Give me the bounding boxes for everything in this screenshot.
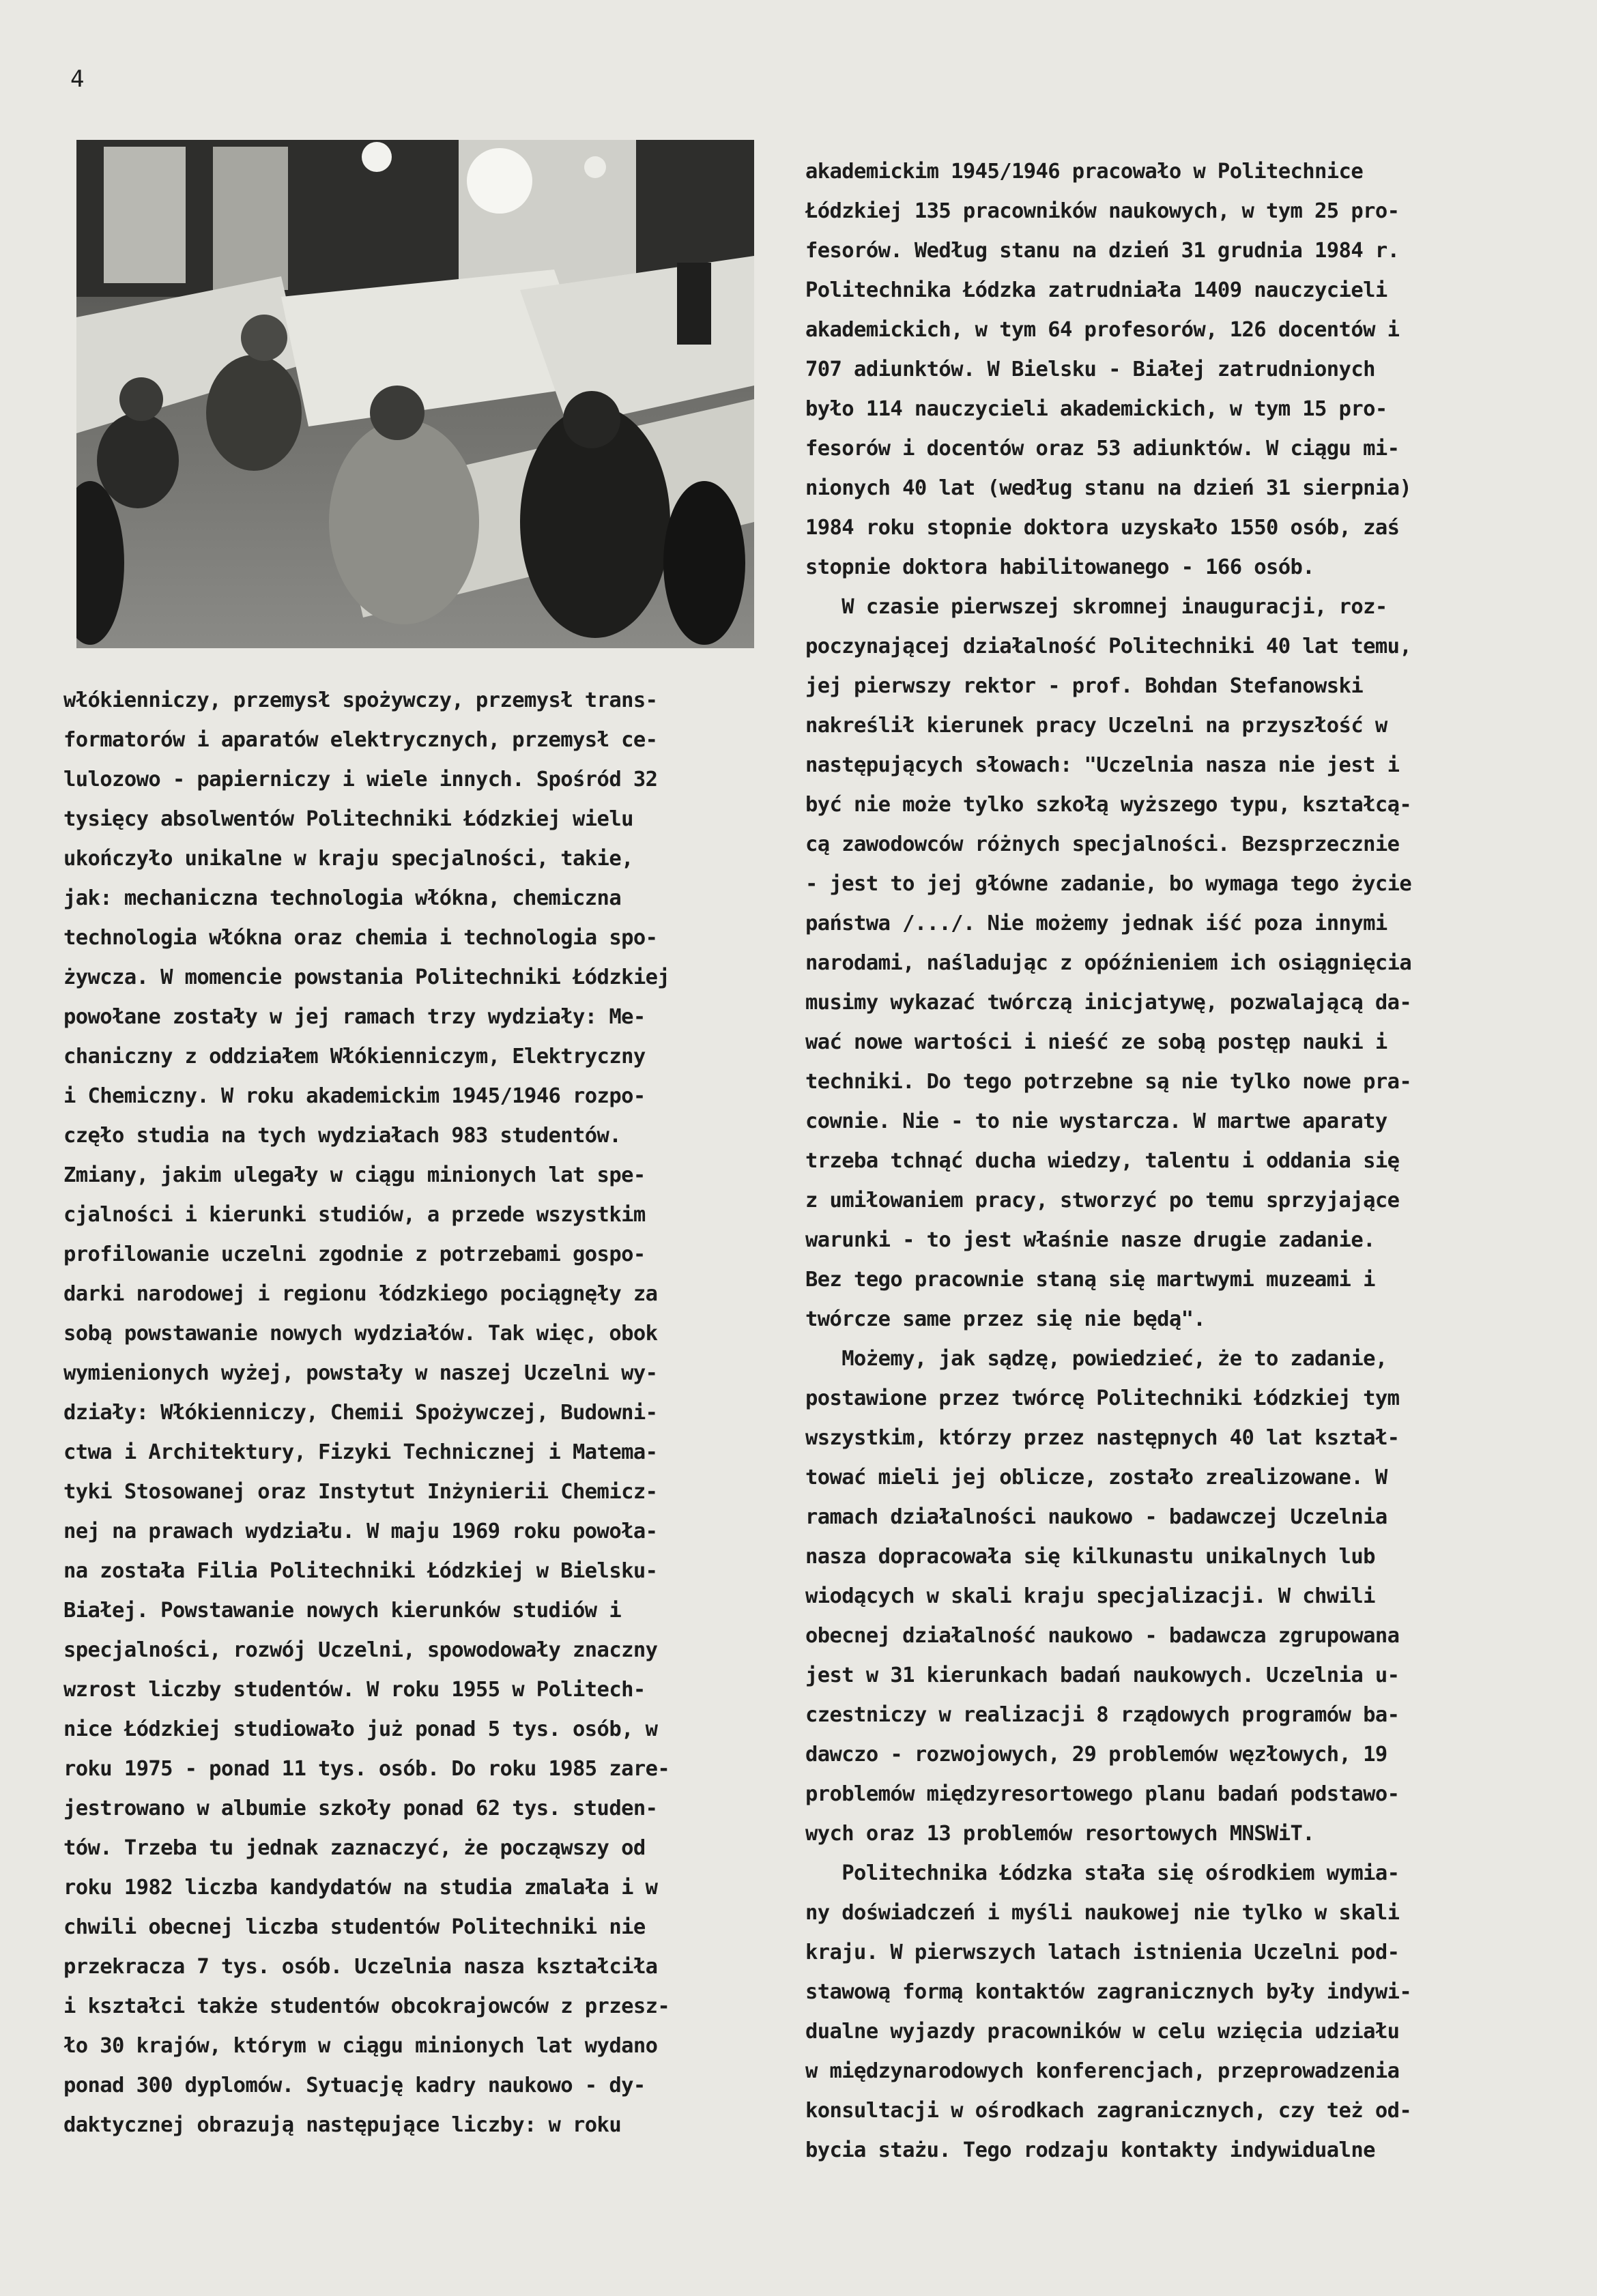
text-line: Łódzkiej 135 pracowników naukowych, w tym 25 pro- — [805, 199, 1400, 223]
photo-image — [76, 140, 754, 648]
text-line: profilowanie uczelni zgodnie z potrzebami gospo- — [63, 1243, 646, 1266]
text-line: jak: mechaniczna technologia włókna, chemiczna — [63, 886, 622, 910]
text-line: stawową formą kontaktów zagranicznych były indywi- — [805, 1980, 1412, 2004]
drafting-room-photo — [76, 140, 754, 648]
text-line: tować mieli jej oblicze, zostało zrealizowane. W — [805, 1466, 1387, 1490]
text-line: dualne wyjazdy pracowników w celu wzięcia udziału — [805, 2020, 1400, 2044]
text-line: nakreślił kierunek pracy Uczelni na przyszłość w — [805, 714, 1387, 738]
text-line: 1984 roku stopnie doktora uzyskało 1550 osób, zaś — [805, 516, 1400, 540]
right-text-column — [805, 152, 1411, 2170]
text-line: fesorów i docentów oraz 53 adiunktów. W ciągu mi- — [805, 437, 1400, 461]
text-line: włókienniczy, przemysł spożywczy, przemysł trans- — [63, 688, 658, 712]
text-line: kraju. W pierwszych latach istnienia Uczelni pod- — [805, 1941, 1400, 1964]
text-line: powołane zostały w jej ramach trzy wydziały: Me- — [63, 1005, 646, 1029]
text-line: na została Filia Politechniki Łódzkiej w Bielsku- — [63, 1559, 658, 1583]
text-line: wszystkim, którzy przez następnych 40 lat kształ- — [805, 1426, 1400, 1450]
left-text-column — [63, 681, 670, 2145]
text-line: narodami, naśladując z opóźnieniem ich osiągnięcia — [805, 951, 1412, 975]
text-line: technologia włókna oraz chemia i technologia spo- — [63, 926, 658, 950]
text-line: ponad 300 dyplomów. Sytuację kadry naukowo - dy- — [63, 2074, 646, 2097]
text-line: sobą powstawanie nowych wydziałów. Tak więc, obok — [63, 1322, 658, 1346]
text-line: - jest to jej główne zadanie, bo wymaga tego życie — [805, 872, 1412, 896]
text-line: wych oraz 13 problemów resortowych MNSWiT. — [805, 1822, 1315, 1846]
text-line: ctwa i Architektury, Fizyki Technicznej i Matema- — [63, 1440, 658, 1464]
page-number: 4 — [70, 66, 85, 93]
text-line: Białej. Powstawanie nowych kierunków studiów i — [63, 1599, 622, 1623]
text-line: Bez tego pracownie staną się martwymi muzeami i — [805, 1268, 1375, 1292]
text-line: tów. Trzeba tu jednak zaznaczyć, że począwszy od — [63, 1836, 646, 1860]
text-line: fesorów. Według stanu na dzień 31 grudnia 1984 r. — [805, 239, 1400, 263]
text-line: Zmiany, jakim ulegały w ciągu minionych lat spe- — [63, 1163, 646, 1187]
text-line: wiodących w skali kraju specjalizacji. W chwili — [805, 1584, 1375, 1608]
text-line: wać nowe wartości i nieść ze sobą postęp nauki i — [805, 1030, 1387, 1054]
text-line: częło studia na tych wydziałach 983 studentów. — [63, 1124, 622, 1148]
text-line: wzrost liczby studentów. W roku 1955 w Politech- — [63, 1678, 646, 1702]
text-line: lulozowo - papierniczy i wiele innych. Spośród 32 — [63, 768, 658, 791]
text-line: dawczo - rozwojowych, 29 problemów węzłowych, 19 — [805, 1743, 1387, 1767]
text-line: następujących słowach: "Uczelnia nasza nie jest i — [805, 753, 1400, 777]
text-line: wymienionych wyżej, powstały w naszej Uczelni wy- — [63, 1361, 658, 1385]
text-line: bycia stażu. Tego rodzaju kontakty indywidualne — [805, 2138, 1375, 2162]
text-line: cownie. Nie - to nie wystarcza. W martwe aparaty — [805, 1109, 1387, 1133]
text-line: akademickim 1945/1946 pracowało w Politechnice — [805, 160, 1364, 184]
text-line: było 114 nauczycieli akademickich, w tym 15 pro- — [805, 397, 1387, 421]
text-line: obecnej działalność naukowo - badawcza zgrupowana — [805, 1624, 1400, 1648]
text-line: działy: Włókienniczy, Chemii Spożywczej, Budowni- — [63, 1401, 658, 1425]
text-line: Politechnika Łódzka stała się ośrodkiem wymia- — [805, 1861, 1400, 1885]
text-line: i kształci także studentów obcokrajowców z przesz- — [63, 1994, 670, 2018]
text-line: tysięcy absolwentów Politechniki Łódzkiej wielu — [63, 807, 633, 831]
text-line: stopnie doktora habilitowanego - 166 osób. — [805, 555, 1315, 579]
text-line: w międzynarodowych konferencjach, przeprowadzenia — [805, 2059, 1400, 2083]
text-line: postawione przez twórcę Politechniki Łódzkiej tym — [805, 1386, 1400, 1410]
text-line: Możemy, jak sądzę, powiedzieć, że to zadanie, — [805, 1347, 1387, 1371]
text-line: Politechnika Łódzka zatrudniała 1409 nauczycieli — [805, 278, 1387, 302]
text-line: czestniczy w realizacji 8 rządowych programów ba- — [805, 1703, 1400, 1727]
text-line: jej pierwszy rektor - prof. Bohdan Stefanowski — [805, 674, 1364, 698]
text-line: akademickich, w tym 64 profesorów, 126 docentów i — [805, 318, 1400, 342]
text-line: nionych 40 lat (według stanu na dzień 31 sierpnia) — [805, 476, 1412, 500]
text-line: W czasie pierwszej skromnej inauguracji, roz- — [805, 595, 1387, 619]
text-line: ny doświadczeń i myśli naukowej nie tylko w skali — [805, 1901, 1400, 1925]
text-line: specjalności, rozwój Uczelni, spowodowały znaczny — [63, 1638, 658, 1662]
text-line: przekracza 7 tys. osób. Uczelnia nasza kształciła — [63, 1955, 658, 1979]
text-line: jestrowano w albumie szkoły ponad 62 tys. studen- — [63, 1797, 658, 1820]
text-line: problemów międzyresortowego planu badań podstawo- — [805, 1782, 1400, 1806]
text-line: chwili obecnej liczba studentów Politechniki nie — [63, 1915, 646, 1939]
text-line: 707 adiunktów. W Bielsku - Białej zatrudnionych — [805, 358, 1375, 381]
text-line: żywcza. W momencie powstania Politechniki Łódzkiej — [63, 965, 670, 989]
text-line: techniki. Do tego potrzebne są nie tylko nowe pra- — [805, 1070, 1412, 1094]
text-line: jest w 31 kierunkach badań naukowych. Uczelnia u- — [805, 1663, 1400, 1687]
text-line: ukończyło unikalne w kraju specjalności, takie, — [63, 847, 633, 871]
text-line: darki narodowej i regionu łódzkiego pociągnęły za — [63, 1282, 658, 1306]
text-line: roku 1975 - ponad 11 tys. osób. Do roku 1985 zare- — [63, 1757, 670, 1781]
text-line: warunki - to jest właśnie nasze drugie zadanie. — [805, 1228, 1375, 1252]
text-line: poczynającej działalność Politechniki 40 lat temu, — [805, 635, 1412, 658]
text-line: nice Łódzkiej studiowało już ponad 5 tys. osób, w — [63, 1717, 658, 1741]
text-line: nej na prawach wydziału. W maju 1969 roku powoła- — [63, 1520, 658, 1543]
text-line: być nie może tylko szkołą wyższego typu, kształcą- — [805, 793, 1412, 817]
text-line: trzeba tchnąć ducha wiedzy, talentu i oddania się — [805, 1149, 1400, 1173]
text-line: tyki Stosowanej oraz Instytut Inżynierii Chemicz- — [63, 1480, 658, 1504]
text-line: daktycznej obrazują następujące liczby: w roku — [63, 2113, 622, 2137]
text-line: cjalności i kierunki studiów, a przede wszystkim — [63, 1203, 646, 1227]
text-line: musimy wykazać twórczą inicjatywę, pozwalającą da- — [805, 991, 1412, 1015]
text-line: i Chemiczny. W roku akademickim 1945/1946 rozpo- — [63, 1084, 646, 1108]
text-line: państwa /.../. Nie możemy jednak iść poza innymi — [805, 912, 1387, 935]
text-line: nasza dopracowała się kilkunastu unikalnych lub — [805, 1545, 1375, 1569]
text-line: formatorów i aparatów elektrycznych, przemysł ce- — [63, 728, 658, 752]
text-line: ło 30 krajów, którym w ciągu minionych lat wydano — [63, 2034, 658, 2058]
text-line: roku 1982 liczba kandydatów na studia zmalała i w — [63, 1876, 658, 1900]
text-line: ramach działalności naukowo - badawczej Uczelnia — [805, 1505, 1387, 1529]
text-line: z umiłowaniem pracy, stworzyć po temu sprzyjające — [805, 1189, 1400, 1212]
text-line: cą zawodowców różnych specjalności. Bezsprzecznie — [805, 832, 1400, 856]
text-line: konsultacji w ośrodkach zagranicznych, czy też od- — [805, 2099, 1412, 2123]
text-line: chaniczny z oddziałem Włókienniczym, Elektryczny — [63, 1045, 646, 1069]
text-line: twórcze same przez się nie będą". — [805, 1307, 1206, 1331]
